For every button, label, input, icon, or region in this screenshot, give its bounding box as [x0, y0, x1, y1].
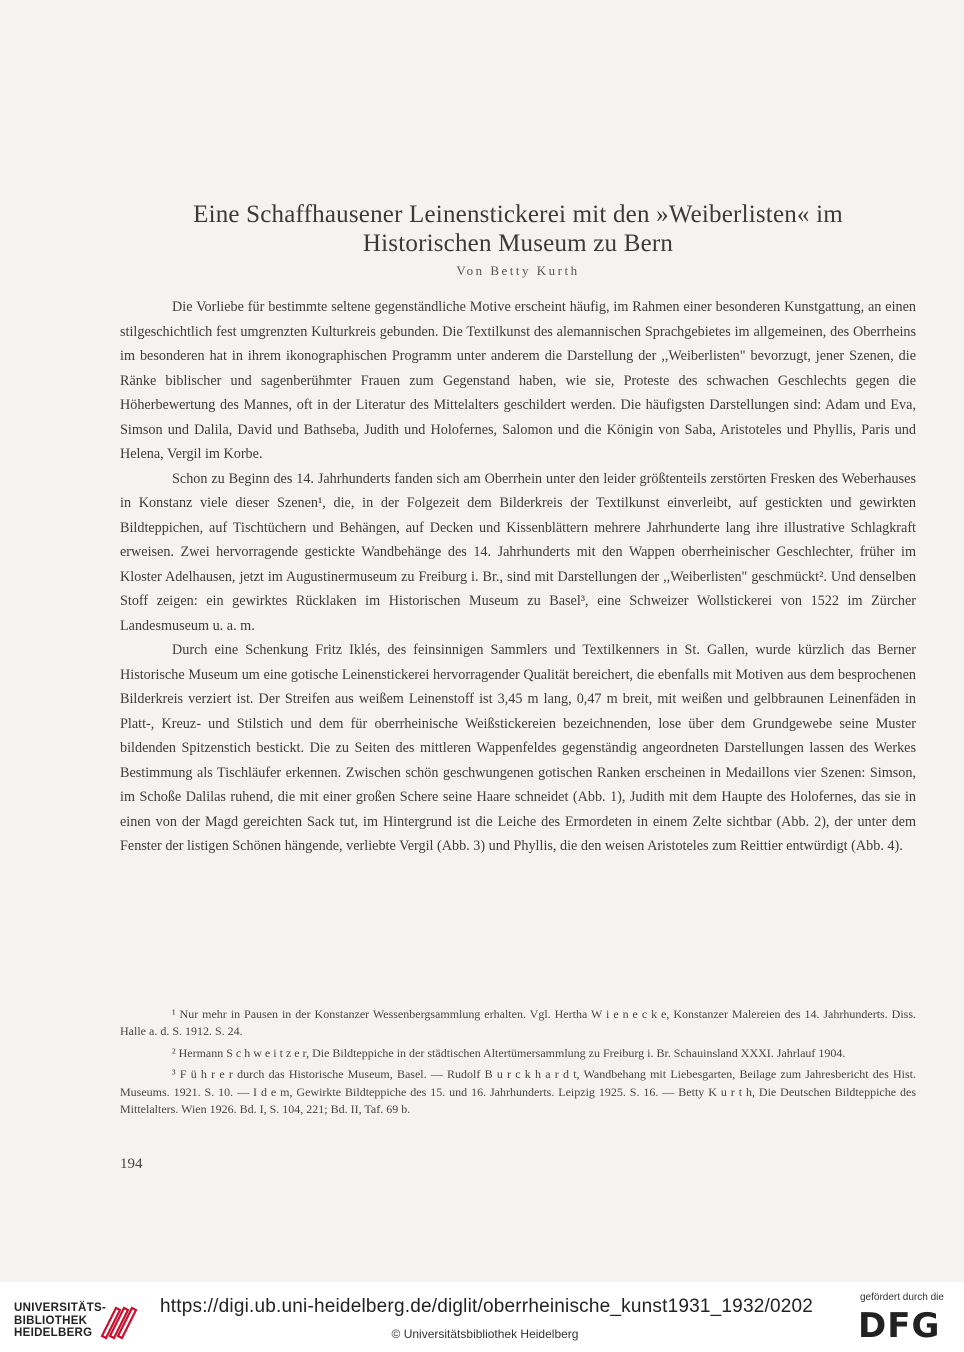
- footnote: ² Hermann S c h w e i t z e r, Die Bildteppiche in der städtischen Altertümersammlung zu Freiburg i. Br. Schauinsland XXXI. Jahrlauf 1904.: [172, 1045, 846, 1060]
- library-book-icon: [96, 1298, 140, 1342]
- library-logo[interactable]: [14, 1294, 164, 1342]
- dfg-logo[interactable]: DFG: [858, 1306, 941, 1346]
- document-url-link[interactable]: https://digi.ub.uni-heidelberg.de/diglit/oberrheinische_kunst1931_1932/0202: [160, 1296, 814, 1317]
- footnotes: [120, 1006, 916, 1122]
- paragraph: Die Vorliebe für bestimmte seltene gegenständliche Motive erscheint häufig, im Rahmen einer besonderen Kunstgattung, an einen stilgeschichtlich fest umgrenzten Kulturkreis gebunden. Die Textilkunst des alemannischen Sprachgebietes im allgemeinen, des Oberrheins im besonderen hat in ihrem ikonographischen Programm unter anderem die Darstellung der ,,Weiberlisten" bevorzugt, jener Szenen, die Ränke biblischer und sagenberühmter Frauen zum Gegenstand haben, wie sie, Proteste des schwachen Geschlechts gegen die Höherbewertung des Mannes, oft in der Literatur des Mittelalters geschildert werden. Die häufigsten Darstellungen sind: Adam und Eva, Simson und Dalila, David und Bathseba, Judith und Holofernes, Salomon und die Königin von Saba, Aristoteles und Phyllis, Paris und Helena, Vergil im Korbe.: [120, 299, 916, 462]
- footer-bar: [0, 1282, 964, 1352]
- footnote: ³ F ü h r e r durch das Historische Museum, Basel. — Rudolf B u r c k h a r d t, Wandbehang mit Liebesgarten, Beilage zum Jahresbericht des Hist. Museums. 1921. S. 10. — I d e m, Gewirkte Bildteppiche des 15. und 16. Jahrhunderts. Leipzig 1925. S. 16. — Betty K u r t h, Die Deutschen Bildteppiche des Mittelalters. Wien 1926. Bd. I, S. 104, 221; Bd. II, Taf. 69 b.: [120, 1067, 916, 1117]
- paragraph: Durch eine Schenkung Fritz Iklés, des feinsinnigen Sammlers und Textilkenners in St. Gallen, wurde kürzlich das Berner Historische Museum um eine gotische Leinenstickerei hervorragender Qualität bereichert, die ebenfalls mit Motiven aus dem besprochenen Bilderkreis verziert ist. Der Streifen aus weißem Leinenstoff ist 3,45 m lang, 0,47 m breit, mit weißen und gelbbraunen Leinenfäden in Platt-, Kreuz- und Stilstich und dem für oberrheinische Weißstickereien bezeichnenden, lose über dem Grundgewebe seine Muster bildenden Spitzenstich bestickt. Die zu Seiten des mittleren Wappenfeldes gegenständig angeordneten Darstellungen lassen des Werkes Bestimmung als Tischläufer erkennen. Zwischen schön geschwungenen gotischen Ranken erscheinen in Medaillons vier Szenen: Simson, im Schoße Dalilas ruhend, die mit einer großen Schere seine Haare schneidet (Abb. 1), Judith mit dem Haupte des Holofernes, das sie in einen von der Magd gereichten Sack tut, im Hintergrund ist die Leiche des Ermordeten in einem Zelte sichtbar (Abb. 2), der unter dem Fenster der listigen Schönen hängende, verliebte Vergil (Abb. 3) und Phyllis, die den weisen Aristoteles zum Reittier entwürdigt (Abb. 4).: [120, 642, 916, 854]
- copyright-notice: © Universitätsbibliothek Heidelberg: [391, 1327, 579, 1341]
- title-line-1: Eine Schaffhausener Leinenstickerei mit den »Weiberlisten« im: [193, 201, 843, 228]
- library-name: UNIVERSITÄTS- BIBLIOTHEK HEIDELBERG: [14, 1302, 107, 1339]
- article-body: [120, 295, 916, 859]
- funder-label: gefördert durch die: [860, 1292, 944, 1303]
- page-number: 194: [120, 1156, 143, 1172]
- article-title: [120, 200, 916, 258]
- title-line-2: Historischen Museum zu Bern: [362, 230, 674, 257]
- article-author: Von Betty Kurth: [456, 263, 580, 278]
- paragraph: Schon zu Beginn des 14. Jahrhunderts fanden sich am Oberrhein unter den leider größtenteils zerstörten Fresken des Weberhauses in Konstanz viele dieser Szenen¹, die, in der Folgezeit dem Bilderkreis der Textilkunst einverleibt, auf gestickten und gewirkten Bildteppichen, auf Tischtüchern und Behängen, auf Decken und Kissenblättern mehrere Jahrhunderte lang ihre illustrative Schlagkraft erweisen. Zwei hervorragende gestickte Wandbehänge des 14. Jahrhunderts mit den Wappen oberrheinischer Geschlechter, früher im Kloster Adelhausen, jetzt im Augustinermuseum zu Freiburg i. Br., sind mit Darstellungen der ,,Weiberlisten" geschmückt². Und denselben Stoff zeigen: ein gewirktes Rücklaken im Historischen Museum zu Basel³, eine Schweizer Wollstickerei von 1522 im Zürcher Landesmuseum u. a. m.: [120, 470, 916, 634]
- footnote: ¹ Nur mehr in Pausen in der Konstanzer Wessenbergsammlung erhalten. Vgl. Hertha W i e n e c k e, Konstanzer Malereien des 14. Jahrhunderts. Diss. Halle a. d. S. 1912. S. 24.: [120, 1007, 916, 1039]
